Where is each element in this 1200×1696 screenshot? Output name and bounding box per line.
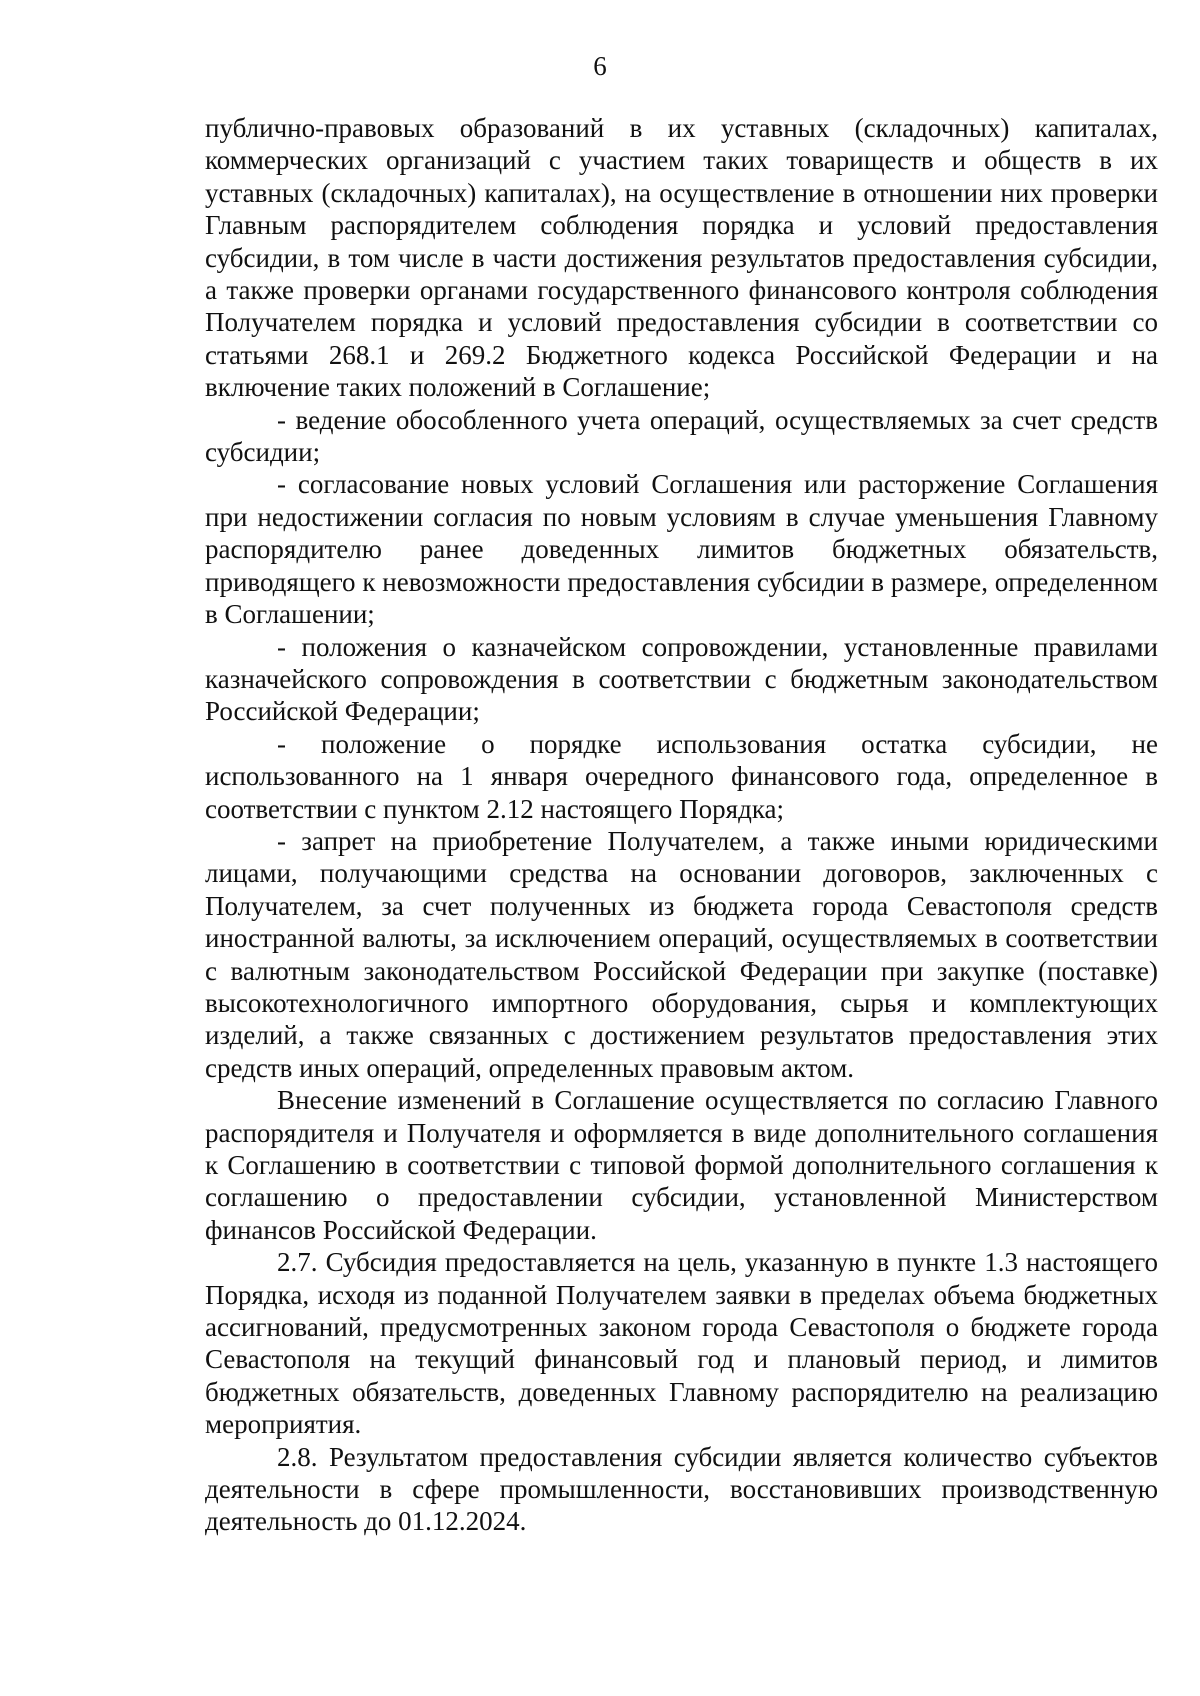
paragraph-section-2-8: 2.8. Результатом предоставления субсидии является количество субъектов деятельности в сфере промышленности, восстановивших производственную деятельность до 01.12.2024. [205, 1441, 1158, 1537]
paragraph-currency-ban: - запрет на приобретение Получателем, а также иными юридическими лицами, получающими средства на основании договоров, заключенных с Получателем, за счет полученных из бюджета города Севастополя средств иностранной валюты, за исключением операций, осуществляемых в соответствии с валютным законодательством Российской Федерации при закупке (поставке) высокотехнологичного импортного оборудования, сырья и комплектующих изделий, а также связанных с достижением результатов предоставления этих средств иных операций, определенных правовым актом. [205, 825, 1158, 1083]
paragraph-separate-accounting: - ведение обособленного учета операций, осуществляемых за счет средств субсидии; [205, 404, 1158, 468]
document-body [205, 112, 1158, 1538]
paragraph-section-2-7: 2.7. Субсидия предоставляется на цель, указанную в пункте 1.3 настоящего Порядка, исходя из поданной Получателем заявки в пределах объема бюджетных ассигнований, предусмотренных законом города Севастополя о бюджете города Севастополя на текущий финансовый год и плановый период, и лимитов бюджетных обязательств, доведенных Главному распорядителю на реализацию мероприятия. [205, 1247, 1158, 1440]
page-number: 6 [593, 51, 607, 81]
paragraph-new-conditions: - согласование новых условий Соглашения или расторжение Соглашения при недостижении согласия по новым условиям в случае уменьшения Главному распорядителю ранее доведенных лимитов бюджетных обязательств, приводящего к невозможности предоставления субсидии в размере, определенном в Соглашении; [205, 469, 1158, 630]
paragraph-treasury-support: - положения о казначейском сопровождении, установленные правилами казначейского сопровождения в соответствии с бюджетным законодательством Российской Федерации; [205, 631, 1158, 727]
paragraph-remaining-subsidy: - положение о порядке использования остатка субсидии, не использованного на 1 января очередного финансового года, определенное в соответствии с пунктом 2.12 настоящего Порядка; [205, 728, 1158, 824]
paragraph-inspection-consent: публично-правовых образований в их уставных (складочных) капиталах, коммерческих организаций с участием таких товариществ и обществ в их уставных (складочных) капиталах), на осуществление в отношении них проверки Главным распорядителем соблюдения порядка и условий предоставления субсидии, в том числе в части достижения результатов предоставления субсидии, а также проверки органами государственного финансового контроля соблюдения Получателем порядка и условий предоставления субсидии в соответствии со статьями 268.1 и 269.2 Бюджетного кодекса Российской Федерации и на включение таких положений в Соглашение; [205, 113, 1158, 403]
paragraph-amendments: Внесение изменений в Соглашение осуществляется по согласию Главного распорядителя и Получателя и оформляется в виде дополнительного соглашения к Соглашению в соответствии с типовой формой дополнительного соглашения к соглашению о предоставлении субсидии, установленной Министерством финансов Российской Федерации. [205, 1085, 1158, 1245]
